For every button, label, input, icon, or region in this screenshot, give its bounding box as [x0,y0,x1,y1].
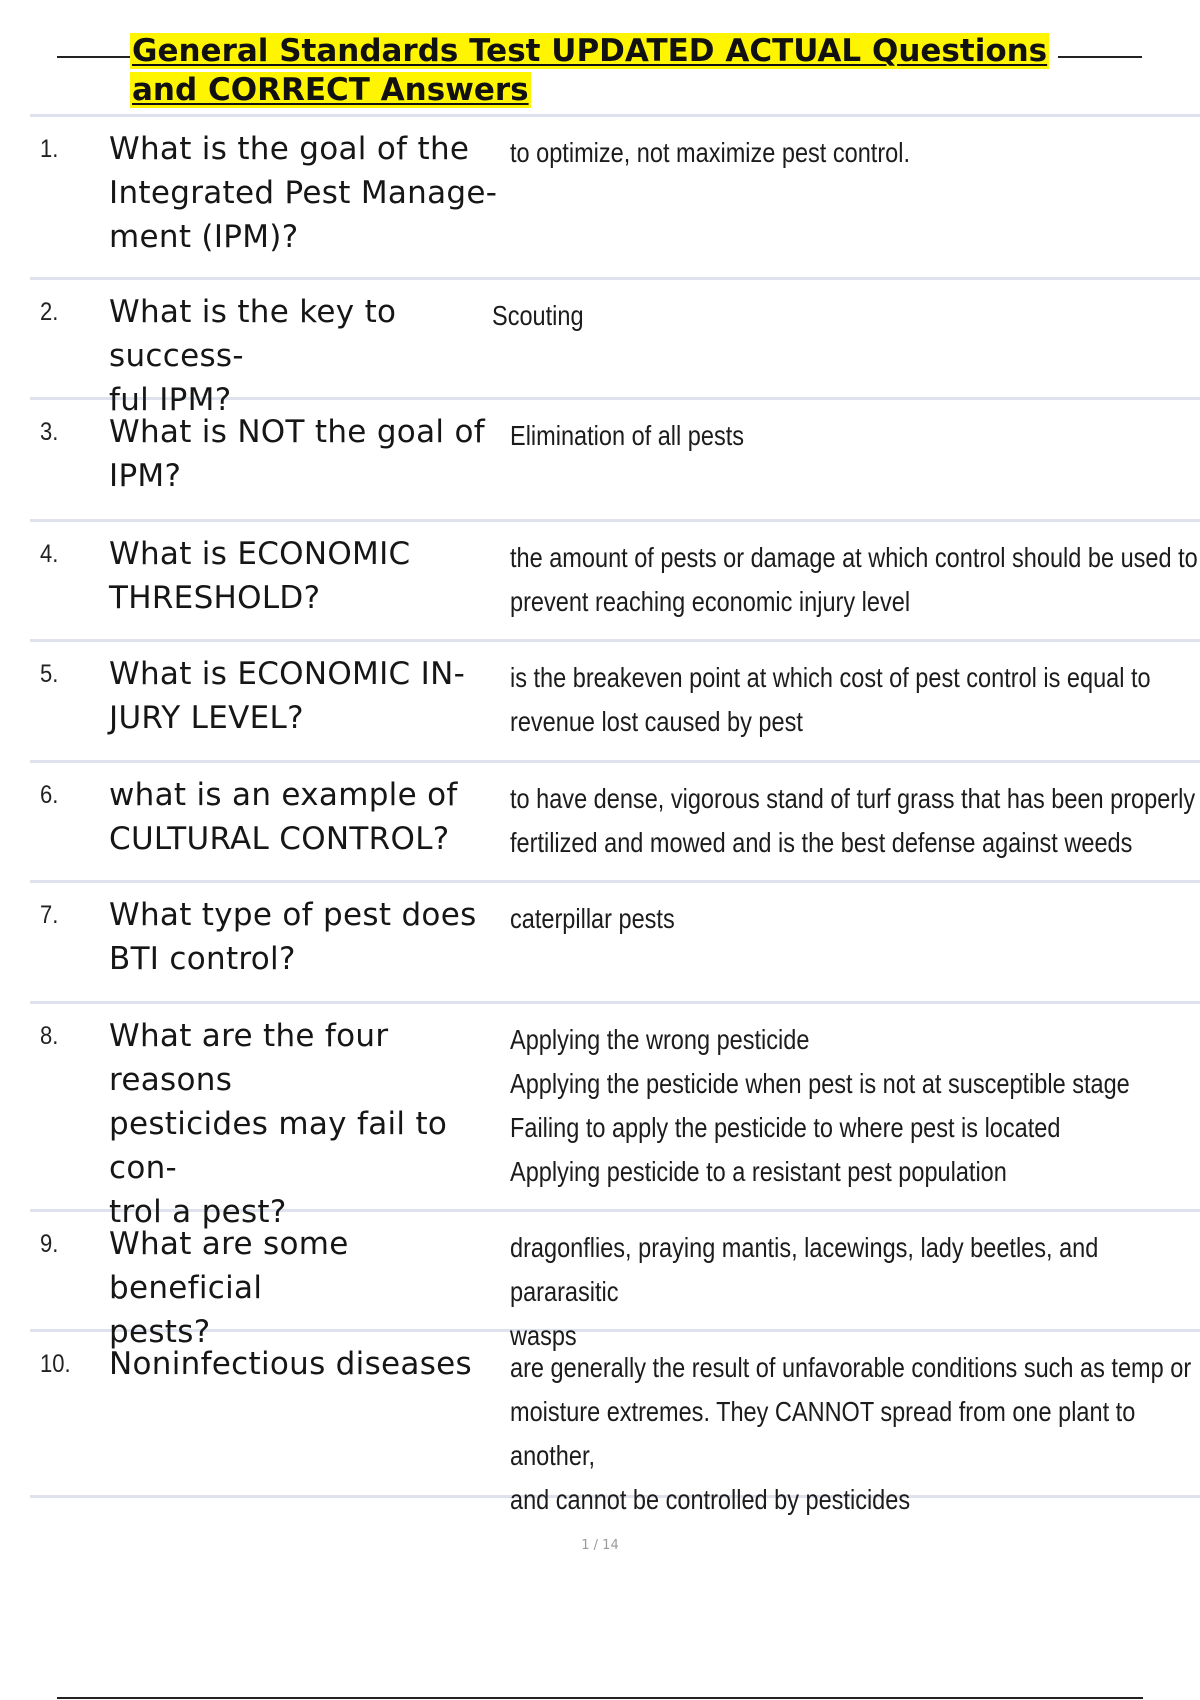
qa-question: What is NOT the goal of IPM? [109,414,485,494]
qa-row [30,117,1200,280]
qa-answer: the amount of pests or damage at which control should be used to prevent reaching economic injury level [510,542,1198,617]
qa-row [30,280,1200,418]
qa-answer: Elimination of all pests [510,420,745,451]
qa-number: 8. [40,1022,59,1050]
qa-answer: to have dense, vigorous stand of turf grass that has been properly fertilized and mowed and is the best defense against weeds [510,783,1196,858]
qa-row [30,763,1200,883]
document-header [0,30,1200,115]
qa-row [30,1332,1200,1515]
qa-list [30,117,1200,1515]
footer-rule [57,1697,1143,1699]
qa-question: Noninfectious diseases [109,1346,472,1382]
qa-answer: to optimize, not maximize pest control. [510,137,911,168]
qa-question: What type of pest does BTI control? [109,897,477,977]
header-rule-right [1058,56,1142,58]
qa-row [30,1004,1200,1230]
qa-row [30,400,1200,522]
document-title [130,32,1060,110]
qa-row [30,883,1200,1004]
qa-answer: dragonflies, praying mantis, lacewings, lady beetles, and pararasitic wasps [510,1232,1099,1351]
header-rule-left [57,56,130,58]
qa-question: What is the goal of the Integrated Pest Manage- ment (IPM)? [109,131,498,255]
qa-row [30,522,1200,642]
qa-question: What are some beneficial pests? [109,1226,349,1350]
qa-number: 10. [40,1350,71,1378]
qa-number: 6. [40,781,59,809]
qa-number: 9. [40,1230,59,1258]
qa-question: What is ECONOMIC THRESHOLD? [109,536,411,616]
qa-question: What is the key to success- ful IPM? [109,294,397,418]
document-title-text: General Standards Test UPDATED ACTUAL Questions and CORRECT Answers [132,33,1048,108]
qa-row [30,1212,1200,1351]
qa-row [30,642,1200,763]
qa-answer: caterpillar pests [510,903,675,934]
qa-number: 1. [40,135,59,163]
qa-answer: Applying the wrong pesticide Applying the pesticide when pest is not at susceptible stage Failing to apply the pesticide to where pest is located Applying pesticide to a resistant pest population [510,1024,1130,1187]
qa-number: 7. [40,901,59,929]
qa-question: What are the four reasons pesticides may fail to con- trol a pest? [109,1018,448,1230]
qa-answer: is the breakeven point at which cost of pest control is equal to revenue lost caused by pest [510,662,1151,737]
qa-number: 3. [40,418,59,446]
qa-number: 5. [40,660,59,688]
qa-answer: are generally the result of unfavorable conditions such as temp or moisture extremes. They CANNOT spread from one plant to another, and cannot be controlled by pesticides [510,1352,1192,1515]
qa-answer: Scouting [492,300,584,331]
qa-number: 4. [40,540,59,568]
qa-number: 2. [40,298,59,326]
qa-question: what is an example of CULTURAL CONTROL? [109,777,458,857]
qa-question: What is ECONOMIC IN- JURY LEVEL? [109,656,466,736]
page-number: 1 / 14 [581,1538,619,1553]
